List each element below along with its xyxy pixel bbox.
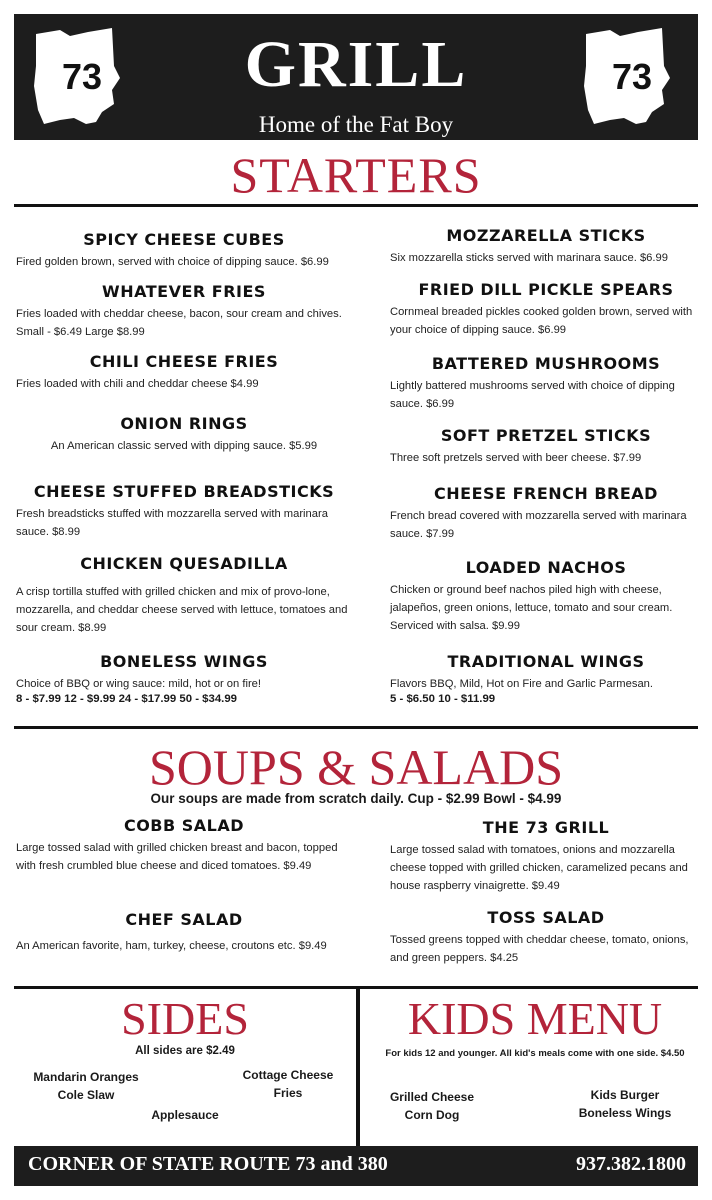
item-description: Choice of BBQ or wing sauce: mild, hot or on fire! — [16, 678, 261, 690]
item-description: Fries loaded with cheddar cheese, bacon, sour cream and chives. Small - $6.49 Large $8.99 — [16, 308, 342, 338]
item-name: BONELESS WINGS — [100, 652, 268, 671]
soups-salads-title: SOUPS & SALADS — [148, 739, 563, 795]
menu-item — [16, 414, 352, 455]
item-name: CHICKEN QUESADILLA — [80, 554, 288, 573]
menu-item — [16, 230, 352, 271]
item-description: Six mozzarella sticks served with marinara sauce. $6.99 — [390, 252, 668, 264]
item-name: CHEESE FRENCH BREAD — [434, 484, 658, 503]
sides-kids-divider — [356, 988, 360, 1148]
item-description: Fries loaded with chili and cheddar cheese $4.99 — [16, 378, 259, 390]
item-description: An American classic served with dipping sauce. $5.99 — [50, 440, 318, 452]
item-description: Tossed greens topped with cheddar cheese, tomato, onions, and green peppers. $4.25 — [390, 934, 689, 964]
route-number-left: 73 — [61, 56, 103, 97]
soup-pricing-note: Our soups are made from scratch daily. Cup - $2.99 Bowl - $4.99 — [150, 791, 562, 806]
menu-item — [390, 226, 702, 267]
starters-divider — [14, 204, 698, 207]
soups-divider — [14, 726, 698, 729]
item-description: Three soft pretzels served with beer cheese. $7.99 — [390, 452, 642, 464]
menu-item — [16, 282, 352, 341]
footer-phone[interactable]: 937.382.1800 — [576, 1153, 686, 1175]
item-description: Cornmeal breaded pickles cooked golden brown, served with your choice of dipping sauce. $6.99 — [390, 306, 693, 336]
item-name: ONION RINGS — [120, 414, 248, 433]
item-description: Lightly battered mushrooms served with choice of dipping sauce. $6.99 — [390, 380, 675, 410]
side-item: Cottage Cheese — [242, 1068, 334, 1082]
side-item: Mandarin Oranges — [33, 1070, 139, 1084]
kids-menu-note: For kids 12 and younger. All kid's meals come with one side. $4.50 — [385, 1048, 685, 1059]
footer-location: CORNER OF STATE ROUTE 73 and 380 — [28, 1153, 388, 1175]
kids-menu-title: KIDS MENU — [407, 993, 663, 1044]
menu-item — [16, 554, 352, 637]
menu-item — [390, 558, 702, 635]
item-name: CHEF SALAD — [125, 910, 243, 929]
item-name: BATTERED MUSHROOMS — [431, 354, 661, 373]
item-description: An American favorite, ham, turkey, cheese, croutons etc. $9.49 — [16, 940, 327, 952]
item-name: CHEESE STUFFED BREADSTICKS — [33, 482, 335, 501]
starters-title: STARTERS — [230, 147, 482, 203]
item-name: MOZZARELLA STICKS — [446, 226, 646, 245]
route-number-right: 73 — [611, 56, 653, 97]
item-description: Fired golden brown, served with choice of dipping sauce. $6.99 — [16, 256, 329, 268]
menu-item — [390, 818, 702, 895]
item-name: SPICY CHEESE CUBES — [83, 230, 285, 249]
footer-banner — [14, 1146, 698, 1186]
menu-item — [16, 910, 352, 955]
side-item: Cole Slaw — [57, 1088, 115, 1102]
menu-item — [390, 354, 702, 413]
menu-item — [390, 652, 702, 705]
side-item: Applesauce — [151, 1108, 219, 1122]
item-name: LOADED NACHOS — [465, 558, 627, 577]
item-name: TRADITIONAL WINGS — [447, 652, 645, 671]
brand-name: GRILL — [244, 28, 468, 101]
menu-item — [16, 352, 352, 393]
item-name: SOFT PRETZEL STICKS — [440, 426, 652, 445]
item-description: Large tossed salad with grilled chicken breast and bacon, topped with fresh crumbled blue cheese and diced tomatoes. $9.49 — [16, 842, 338, 872]
item-description: Fresh breadsticks stuffed with mozzarella served with marinara sauce. $8.99 — [16, 508, 328, 538]
item-name: WHATEVER FRIES — [102, 282, 266, 301]
menu-item — [390, 484, 702, 543]
menu-item — [390, 908, 702, 967]
item-name: CHILI CHEESE FRIES — [89, 352, 279, 371]
item-description: Flavors BBQ, Mild, Hot on Fire and Garlic Parmesan. — [390, 678, 653, 690]
ohio-state-right-icon — [580, 26, 684, 130]
item-description: Large tossed salad with tomatoes, onions and mozzarella cheese topped with grilled chicken, caramelized pecans and house raspberry vinaigrette. $9.49 — [390, 844, 688, 892]
item-prices: 8 - $7.99 12 - $9.99 24 - $17.99 50 - $34.99 — [16, 693, 238, 705]
item-description: French bread covered with mozzarella served with marinara sauce. $7.99 — [390, 510, 687, 540]
ohio-state-left-icon — [30, 26, 134, 130]
header-banner — [14, 14, 698, 140]
brand-tagline: Home of the Fat Boy — [258, 112, 454, 137]
item-name: THE 73 GRILL — [482, 818, 610, 837]
sides-title: SIDES — [121, 993, 249, 1044]
item-name: TOSS SALAD — [487, 908, 605, 927]
item-name: FRIED DILL PICKLE SPEARS — [418, 280, 674, 299]
item-description: A crisp tortilla stuffed with grilled chicken and mix of provo-lone, mozzarella, and cheddar cheese served with lettuce, tomatoes and sour cream. $8.99 — [16, 586, 348, 634]
menu-item — [390, 280, 702, 339]
item-name: COBB SALAD — [123, 816, 245, 835]
kids-item: Grilled Cheese — [389, 1090, 475, 1104]
menu-item — [16, 652, 352, 705]
kids-item: Boneless Wings — [578, 1106, 672, 1120]
kids-item: Corn Dog — [404, 1108, 460, 1122]
menu-item — [390, 426, 702, 467]
item-description: Chicken or ground beef nachos piled high with cheese, jalapeños, green onions, lettuce, tomato and sour cream. Serviced with salsa. $9.99 — [390, 584, 673, 632]
menu-item — [16, 482, 352, 541]
sides-price-note: All sides are $2.49 — [135, 1045, 235, 1057]
side-item: Fries — [273, 1086, 303, 1100]
kids-item: Kids Burger — [590, 1088, 660, 1102]
menu-item — [16, 816, 352, 875]
item-prices: 5 - $6.50 10 - $11.99 — [390, 693, 496, 705]
